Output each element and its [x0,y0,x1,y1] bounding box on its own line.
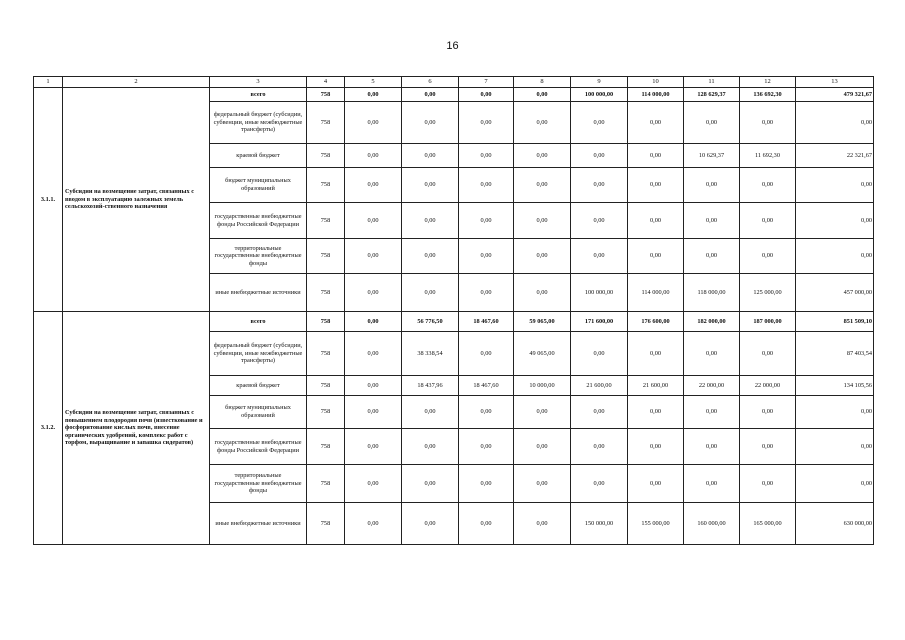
column-header: 3 [210,77,307,88]
value-cell: 11 692,30 [740,144,796,168]
value-cell: 0,00 [571,332,628,376]
value-cell: 21 600,00 [628,376,684,396]
value-cell: 0,00 [684,332,740,376]
column-header: 8 [514,77,571,88]
column-header: 13 [796,77,874,88]
value-cell: 851 509,10 [796,312,874,332]
value-cell: 0,00 [402,144,459,168]
value-cell: 0,00 [684,239,740,274]
value-cell: 0,00 [740,203,796,239]
value-cell: 0,00 [571,168,628,203]
value-cell: 0,00 [459,144,514,168]
value-cell: 136 692,30 [740,88,796,102]
value-cell: 100 000,00 [571,274,628,312]
value-cell: 10 000,00 [514,376,571,396]
value-cell: 49 065,00 [514,332,571,376]
value-cell: 18 467,60 [459,312,514,332]
value-cell: 0,00 [459,396,514,429]
value-cell: 0,00 [459,203,514,239]
value-cell: 0,00 [402,203,459,239]
value-cell: 0,00 [684,429,740,465]
value-cell: 38 338,54 [402,332,459,376]
value-cell: 0,00 [345,88,402,102]
value-cell: 0,00 [459,465,514,503]
value-cell: 0,00 [345,274,402,312]
value-cell: 0,00 [571,102,628,144]
funding-source: бюджет муниципальных образований [210,396,307,429]
column-header: 4 [307,77,345,88]
value-cell: 114 000,00 [628,88,684,102]
value-cell: 22 321,67 [796,144,874,168]
value-cell: 87 403,54 [796,332,874,376]
value-cell: 0,00 [740,332,796,376]
value-cell: 0,00 [345,168,402,203]
section-code: 3.1.1. [34,88,63,312]
value-cell: 0,00 [571,429,628,465]
value-cell: 0,00 [740,465,796,503]
value-cell: 0,00 [345,312,402,332]
column-header: 5 [345,77,402,88]
value-cell: 0,00 [628,465,684,503]
value-cell: 0,00 [402,503,459,545]
value-cell: 0,00 [514,203,571,239]
column-header: 9 [571,77,628,88]
value-cell: 0,00 [345,102,402,144]
column-header: 1 [34,77,63,88]
value-cell: 0,00 [571,203,628,239]
value-cell: 0,00 [459,88,514,102]
code-cell: 758 [307,274,345,312]
column-header: 12 [740,77,796,88]
value-cell: 0,00 [684,396,740,429]
value-cell: 0,00 [740,102,796,144]
code-cell: 758 [307,239,345,274]
code-cell: 758 [307,144,345,168]
value-cell: 0,00 [402,88,459,102]
value-cell: 0,00 [514,168,571,203]
value-cell: 165 000,00 [740,503,796,545]
code-cell: 758 [307,503,345,545]
value-cell: 0,00 [402,239,459,274]
column-header: 10 [628,77,684,88]
value-cell: 150 000,00 [571,503,628,545]
column-header: 11 [684,77,740,88]
value-cell: 0,00 [796,102,874,144]
value-cell: 0,00 [571,465,628,503]
value-cell: 0,00 [402,396,459,429]
value-cell: 187 000,00 [740,312,796,332]
value-cell: 0,00 [345,396,402,429]
table-row [34,88,874,102]
column-header: 2 [63,77,210,88]
value-cell: 0,00 [514,503,571,545]
value-cell: 56 776,50 [402,312,459,332]
value-cell: 0,00 [628,429,684,465]
funding-source: всего [210,312,307,332]
value-cell: 0,00 [571,239,628,274]
value-cell: 0,00 [514,429,571,465]
value-cell: 0,00 [740,396,796,429]
value-cell: 18 467,60 [459,376,514,396]
value-cell: 0,00 [740,168,796,203]
value-cell: 125 000,00 [740,274,796,312]
section-description: Субсидии на возмещение затрат, связанных с повышением плодородия почв (известкование и фосфоритование кислых почв, внесение органических удобрений, комплекс работ с торфом, выращивание и запашка сидератов) [63,312,210,545]
value-cell: 0,00 [628,102,684,144]
value-cell: 0,00 [740,429,796,465]
value-cell: 0,00 [514,239,571,274]
value-cell: 0,00 [459,102,514,144]
value-cell: 0,00 [514,396,571,429]
value-cell: 0,00 [571,396,628,429]
code-cell: 758 [307,168,345,203]
funding-source: иные внебюджетные источники [210,503,307,545]
value-cell: 0,00 [628,396,684,429]
header-row [34,77,874,88]
value-cell: 0,00 [628,203,684,239]
value-cell: 0,00 [345,503,402,545]
code-cell: 758 [307,465,345,503]
column-header: 7 [459,77,514,88]
value-cell: 0,00 [796,429,874,465]
value-cell: 0,00 [345,203,402,239]
code-cell: 758 [307,88,345,102]
page-number: 16 [446,40,459,52]
value-cell: 59 065,00 [514,312,571,332]
value-cell: 176 600,00 [628,312,684,332]
value-cell: 0,00 [514,465,571,503]
funding-source: иные внебюджетные источники [210,274,307,312]
section-description: Субсидии на возмещение затрат, связанных с вводом в эксплуатацию залежных земель сельскохозяй-ственного назначения [63,88,210,312]
value-cell: 0,00 [514,88,571,102]
value-cell: 21 600,00 [571,376,628,396]
value-cell: 0,00 [345,239,402,274]
value-cell: 0,00 [345,332,402,376]
value-cell: 0,00 [796,203,874,239]
value-cell: 0,00 [345,429,402,465]
value-cell: 0,00 [459,503,514,545]
code-cell: 758 [307,102,345,144]
section-code: 3.1.2. [34,312,63,545]
value-cell: 0,00 [628,168,684,203]
value-cell: 0,00 [459,332,514,376]
value-cell: 479 321,67 [796,88,874,102]
value-cell: 18 437,96 [402,376,459,396]
value-cell: 0,00 [459,429,514,465]
code-cell: 758 [307,376,345,396]
value-cell: 630 000,00 [796,503,874,545]
table-body [34,88,874,545]
value-cell: 0,00 [514,274,571,312]
value-cell: 0,00 [796,168,874,203]
value-cell: 0,00 [628,144,684,168]
value-cell: 100 000,00 [571,88,628,102]
value-cell: 155 000,00 [628,503,684,545]
value-cell: 182 000,00 [684,312,740,332]
value-cell: 118 000,00 [684,274,740,312]
funding-source: государственные внебюджетные фонды Российской Федерации [210,429,307,465]
value-cell: 457 000,00 [796,274,874,312]
value-cell: 0,00 [628,239,684,274]
value-cell: 0,00 [796,239,874,274]
value-cell: 0,00 [402,168,459,203]
funding-source: бюджет муниципальных образований [210,168,307,203]
funding-source: всего [210,88,307,102]
column-header: 6 [402,77,459,88]
value-cell: 0,00 [684,168,740,203]
value-cell: 0,00 [402,274,459,312]
value-cell: 0,00 [514,144,571,168]
value-cell: 0,00 [345,376,402,396]
value-cell: 0,00 [402,102,459,144]
value-cell: 0,00 [684,203,740,239]
value-cell: 0,00 [402,465,459,503]
value-cell: 0,00 [571,144,628,168]
value-cell: 0,00 [796,465,874,503]
value-cell: 0,00 [402,429,459,465]
value-cell: 0,00 [459,239,514,274]
funding-source: федеральный бюджет (субсидии, субвенции, иные межбюджетные трансферты) [210,102,307,144]
value-cell: 114 000,00 [628,274,684,312]
value-cell: 0,00 [740,239,796,274]
value-cell: 0,00 [459,274,514,312]
value-cell: 171 600,00 [571,312,628,332]
value-cell: 134 105,56 [796,376,874,396]
value-cell: 0,00 [345,465,402,503]
funding-source: территориальные государственные внебюджетные фонды [210,465,307,503]
value-cell: 0,00 [684,102,740,144]
value-cell: 22 000,00 [684,376,740,396]
value-cell: 128 629,37 [684,88,740,102]
value-cell: 0,00 [514,102,571,144]
budget-table [33,76,874,545]
code-cell: 758 [307,396,345,429]
code-cell: 758 [307,332,345,376]
funding-source: государственные внебюджетные фонды Российской Федерации [210,203,307,239]
value-cell: 0,00 [796,396,874,429]
value-cell: 0,00 [684,465,740,503]
table-row [34,312,874,332]
funding-source: краевой бюджет [210,144,307,168]
code-cell: 758 [307,429,345,465]
value-cell: 0,00 [459,168,514,203]
funding-source: федеральный бюджет (субсидии, субвенции, иные межбюджетные трансферты) [210,332,307,376]
value-cell: 0,00 [628,332,684,376]
value-cell: 10 629,37 [684,144,740,168]
code-cell: 758 [307,312,345,332]
value-cell: 22 000,00 [740,376,796,396]
code-cell: 758 [307,203,345,239]
value-cell: 160 000,00 [684,503,740,545]
value-cell: 0,00 [345,144,402,168]
funding-source: территориальные государственные внебюджетные фонды [210,239,307,274]
funding-source: краевой бюджет [210,376,307,396]
